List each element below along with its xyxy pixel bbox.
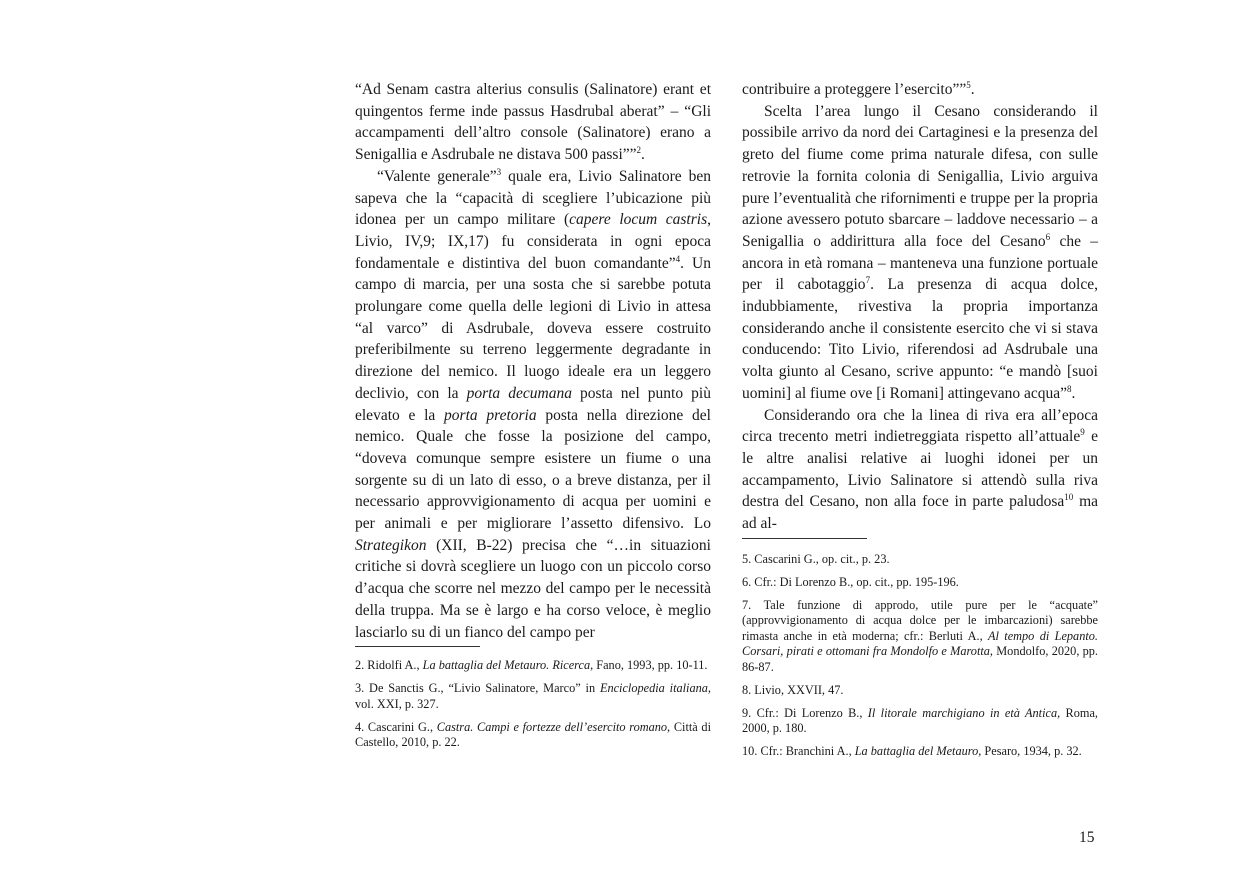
italic-text: Castra. Campi e fortezze dell’esercito romano, bbox=[436, 719, 671, 734]
footnote-ref: 2 bbox=[636, 144, 642, 155]
text-run: quale era, Livio Salinatore ben sapeva che la “capacità di scegliere l’ubicazione più idonea per un campo militare ( bbox=[355, 167, 711, 229]
footnote-ref: 7 bbox=[865, 275, 871, 286]
footnote-divider-left bbox=[355, 646, 480, 647]
footnote-ref: 9 bbox=[1080, 427, 1085, 438]
text-run: “Valente generale” bbox=[377, 167, 497, 185]
footnote-ref: 5 bbox=[966, 79, 971, 90]
footnote bbox=[742, 598, 1098, 675]
text-run: . bbox=[1071, 384, 1076, 402]
text-run: 10. Cfr.: Branchini A., bbox=[742, 744, 855, 759]
footnote-ref: 3 bbox=[496, 166, 502, 177]
italic-text: capere locum castris bbox=[569, 211, 708, 229]
left-text-column bbox=[355, 79, 711, 643]
text-run: , Livio, IV,9; IX,17) fu considerata in ogni epoca fondamentale e distintiva del buon comandante” bbox=[355, 211, 711, 272]
text-run: ” bbox=[629, 146, 637, 164]
italic-text: Enciclopedia italiana, bbox=[599, 681, 711, 696]
paragraph bbox=[742, 79, 1098, 101]
footnote-ref: 4 bbox=[675, 253, 681, 264]
italic-text: La battaglia del Metauro, bbox=[854, 744, 982, 759]
footnote bbox=[742, 683, 1098, 698]
italic-text: porta pretoria bbox=[444, 406, 537, 424]
text-run: 2. Ridolfi A., bbox=[355, 658, 423, 672]
text-run: 5. Cascarini G., op. cit., p. 23. bbox=[742, 552, 890, 566]
footnote bbox=[355, 658, 711, 673]
text-run: 6. Cfr.: Di Lorenzo B., op. cit., pp. 195-196. bbox=[742, 575, 959, 589]
footnote-ref: 6 bbox=[1045, 231, 1051, 242]
text-run: (XII, B-22) precisa che “…in situazioni critiche si dovrà scegliere un luogo con un piccolo corso d’acqua che scorre nel mezzo del campo per le necessità della truppa. Ma se è largo e ha corso veloce, è meglio lasciarlo su di un fianco del campo per bbox=[355, 536, 711, 641]
text-run: 3. De Sanctis G., “Livio Salinatore, Marco” in bbox=[355, 681, 600, 696]
text-run: ma ad al- bbox=[742, 493, 1099, 533]
text-run: , Fano, 1993, pp. 10-11. bbox=[590, 658, 708, 672]
text-run: 7. Tale funzione di approdo, utile pure per le “acquate” (approvvigionamento di acqua dolce per le imbarcazioni) sarebbe rimasta anche in età moderna; cfr.: Berluti A., bbox=[742, 598, 1098, 643]
text-run: Scelta l’area lungo il Cesano considerando il possibile arrivo da nord dei Cartaginesi e la presenza del greto del fiume come prima naturale difesa, con sulle retrovie la fornita colonia di Senigallia, Livio arguiva pure l’eventualità che rifornimenti e truppe per la propria azione avessero potuto sbarcare – laddove necessario – a Senigallia o addirittura alla foce del Cesano bbox=[742, 102, 1098, 250]
text-run: Roma, 2000, p. 180. bbox=[742, 705, 1098, 736]
right-text-column bbox=[742, 79, 1098, 535]
text-run: 4. Cascarini G., bbox=[355, 719, 437, 734]
text-run: che – ancora in età romana – manteneva una funzione portuale per il cabotaggio bbox=[742, 232, 1098, 294]
footnote bbox=[355, 720, 711, 751]
text-run: contribuire a proteggere l’esercito” bbox=[742, 81, 960, 98]
footnotes-right bbox=[742, 552, 1098, 767]
italic-text: porta decumana bbox=[466, 384, 572, 402]
text-run: . La presenza di acqua dolce, indubbiamente, rivestiva la propria importanza considerando anche il consistente esercito che vi si stava conducendo: Tito Livio, riferendosi ad Asdrubale una volta giunto al Cesano, scrive appunto: “e mandò [suoi uomini] al fiume ove [i Romani] attingevano acqua” bbox=[742, 276, 1099, 402]
text-run: Pesaro, 1934, p. 32. bbox=[981, 744, 1082, 759]
text-run: posta nel punto più elevato e la bbox=[355, 384, 711, 424]
italic-text: Al tempo di Lepanto. Corsari, pirati e ottomani fra Mondolfo e Marotta, bbox=[742, 628, 1098, 659]
paragraph bbox=[742, 101, 1098, 405]
text-run: “Ad Senam castra alterius consulis (Salinatore) erant et quingentos ferme inde passus Hasdrubal aberat” – “Gli accampamenti dell’altro console (Salinatore) erano a Senigallia e Asdrubale ne distava 500 passi” bbox=[355, 81, 711, 164]
paragraph bbox=[355, 79, 711, 166]
footnote bbox=[742, 706, 1098, 737]
footnote-ref: 8 bbox=[1066, 383, 1072, 394]
italic-text: Strategikon bbox=[355, 536, 427, 554]
text-run: e le altre analisi relative ai luoghi idonei per un accampamento, Livio Salinatore si attendò sulla riva destra del Cesano, non alla foce in parte paludosa bbox=[742, 428, 1098, 511]
text-run: vol. XXI, p. 327. bbox=[355, 696, 439, 711]
text-run: posta nella direzione del nemico. Quale che fosse la posizione del campo, “doveva comunque sempre esistere un fiume o una sorgente su di un lato di esso, o a breve distanza, per il necessario approvvigionamento di acqua per uomini e per animali e per migliorare l’assetto difensivo. Lo bbox=[355, 406, 711, 533]
text-run: . Un campo di marcia, per una sosta che si sarebbe potuta prolungare come quella delle legioni di Livio in attesa “al varco” di Asdrubale, doveva essere costruito preferibilmente su terreno leggermente degradante in direzione del nemico. Il luogo ideale era un leggero declivio, con la bbox=[355, 254, 711, 402]
text-run: . bbox=[641, 146, 645, 164]
page-number: 15 bbox=[1079, 829, 1095, 846]
italic-text: La battaglia del Metauro. Ricerca bbox=[422, 658, 591, 672]
text-run: Mondolfo, 2020, pp. 86-87. bbox=[742, 644, 1098, 674]
text-run: 9. Cfr.: Di Lorenzo B., bbox=[742, 705, 868, 720]
text-run: . bbox=[970, 81, 975, 98]
footnote-ref: 10 bbox=[1064, 492, 1074, 503]
text-run: ” bbox=[959, 81, 967, 98]
paragraph bbox=[742, 405, 1098, 535]
text-run: Considerando ora che la linea di riva era all’epoca circa trecento metri indietreggiata rispetto all’attuale bbox=[742, 406, 1098, 446]
footnote bbox=[742, 575, 1098, 590]
text-run: 8. Livio, XXVII, 47. bbox=[742, 682, 844, 697]
footnote bbox=[355, 681, 711, 712]
text-run: Città di Castello, 2010, p. 22. bbox=[355, 719, 711, 750]
footnote bbox=[742, 744, 1098, 759]
footnote-divider-right bbox=[742, 538, 867, 539]
italic-text: Il litorale marchigiano in età Antica, bbox=[867, 705, 1061, 720]
footnotes-left bbox=[355, 658, 711, 758]
footnote bbox=[742, 552, 1098, 567]
paragraph bbox=[355, 166, 711, 643]
